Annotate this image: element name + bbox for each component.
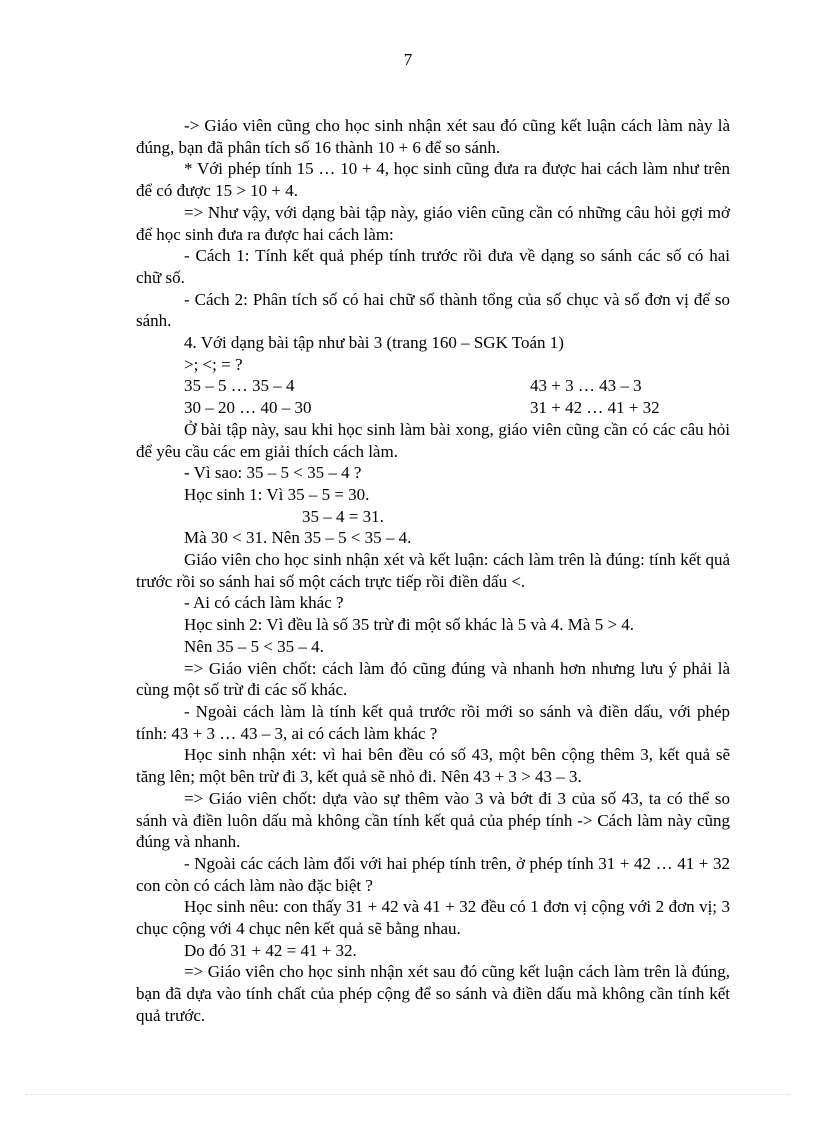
paragraph: - Cách 1: Tính kết quả phép tính trước rồi đưa về dạng so sánh các số có hai chữ số.	[136, 246, 730, 287]
exercise-row	[136, 397, 730, 419]
paragraph: - Ngoài các cách làm đối với hai phép tính trên, ở phép tính 31 + 42 … 41 + 32 con còn có cách làm nào đặc biệt ?	[136, 853, 730, 895]
exercise-heading: 4. Với dạng bài tập như bài 3 (trang 160 – SGK Toán 1)	[184, 333, 564, 353]
paragraph: - Cách 2: Phân tích số có hai chữ số thành tổng của số chục và số đơn vị để so sánh.	[136, 289, 730, 331]
expression: 31 + 42 … 41 + 32	[530, 398, 660, 418]
paragraph: => Như vậy, với dạng bài tập này, giáo viên cũng cần có những câu hỏi gợi mở để học sinh đưa ra được hai cách làm:	[136, 202, 730, 244]
expression: 43 + 3 … 43 – 3	[530, 376, 642, 396]
paragraph: => Giáo viên chốt: cách làm đó cũng đúng và nhanh hơn nhưng lưu ý phải là cùng một số trừ đi các số khác.	[136, 658, 730, 700]
paragraph: => Giáo viên cho học sinh nhận xét sau đó cũng kết luận cách làm trên là đúng, bạn đã dựa vào tính chất của phép cộng để so sánh và điền dấu mà không cần tính kết quả trước.	[136, 962, 730, 1025]
paragraph: Học sinh nhận xét: vì hai bên đều có số 43, một bên cộng thêm 3, kết quả sẽ tăng lên; một bên trừ đi 3, kết quả sẽ nhỏ đi. Nên 43 + 3 > 43 – 3.	[136, 745, 730, 787]
page-number: 7	[403, 50, 413, 69]
paragraph: Do đó 31 + 42 = 41 + 32.	[184, 940, 357, 960]
expression: 30 – 20 … 40 – 30	[184, 398, 312, 418]
student-answer: Nên 35 – 5 < 35 – 4.	[184, 636, 324, 656]
paragraph: Ở bài tập này, sau khi học sinh làm bài xong, giáo viên cũng cần có các câu hỏi để yêu cầu các em giải thích cách làm.	[136, 419, 730, 461]
question: - Vì sao: 35 – 5 < 35 – 4 ?	[184, 463, 362, 483]
paragraph: Giáo viên cho học sinh nhận xét và kết luận: cách làm trên là đúng: tính kết quả trước rồi so sánh hai số một cách trực tiếp rồi điền dấu <.	[136, 550, 730, 591]
student-answer: 35 – 4 = 31.	[302, 506, 384, 526]
student-answer: Mà 30 < 31. Nên 35 – 5 < 35 – 4.	[184, 528, 412, 548]
exercise-row	[136, 375, 730, 397]
expression: 35 – 5 … 35 – 4	[184, 376, 295, 396]
student-answer: Học sinh 2: Vì đều là số 35 trừ đi một số khác là 5 và 4. Mà 5 > 4.	[184, 615, 635, 635]
page-bottom-divider	[26, 1094, 790, 1095]
student-answer: Học sinh 1: Vì 35 – 5 = 30.	[184, 484, 370, 504]
paragraph: * Với phép tính 15 … 10 + 4, học sinh cũng đưa ra được hai cách làm như trên để có được 15 > 10 + 4.	[136, 159, 730, 201]
question: - Ai có cách làm khác ?	[184, 593, 344, 613]
exercise-prompt: >; <; = ?	[184, 354, 243, 374]
paragraph: -> Giáo viên cũng cho học sinh nhận xét sau đó cũng kết luận cách làm này là đúng, bạn đã phân tích số 16 thành 10 + 6 để so sánh.	[136, 116, 730, 157]
paragraph: - Ngoài cách làm là tính kết quả trước rồi mới so sánh và điền dấu, với phép tính: 43 + 3 … 43 – 3, ai có cách làm khác ?	[136, 701, 730, 743]
document-body	[136, 115, 730, 1027]
paragraph: => Giáo viên chốt: dựa vào sự thêm vào 3 và bớt đi 3 của số 43, ta có thể so sánh và điền luôn dấu mà không cần tính kết quả của phép tính -> Cách làm này cũng đúng và nhanh.	[136, 788, 730, 852]
paragraph: Học sinh nêu: con thấy 31 + 42 và 41 + 32 đều có 1 đơn vị cộng với 2 đơn vị; 3 chục cộng với 4 chục nên kết quả sẽ bằng nhau.	[136, 897, 730, 939]
